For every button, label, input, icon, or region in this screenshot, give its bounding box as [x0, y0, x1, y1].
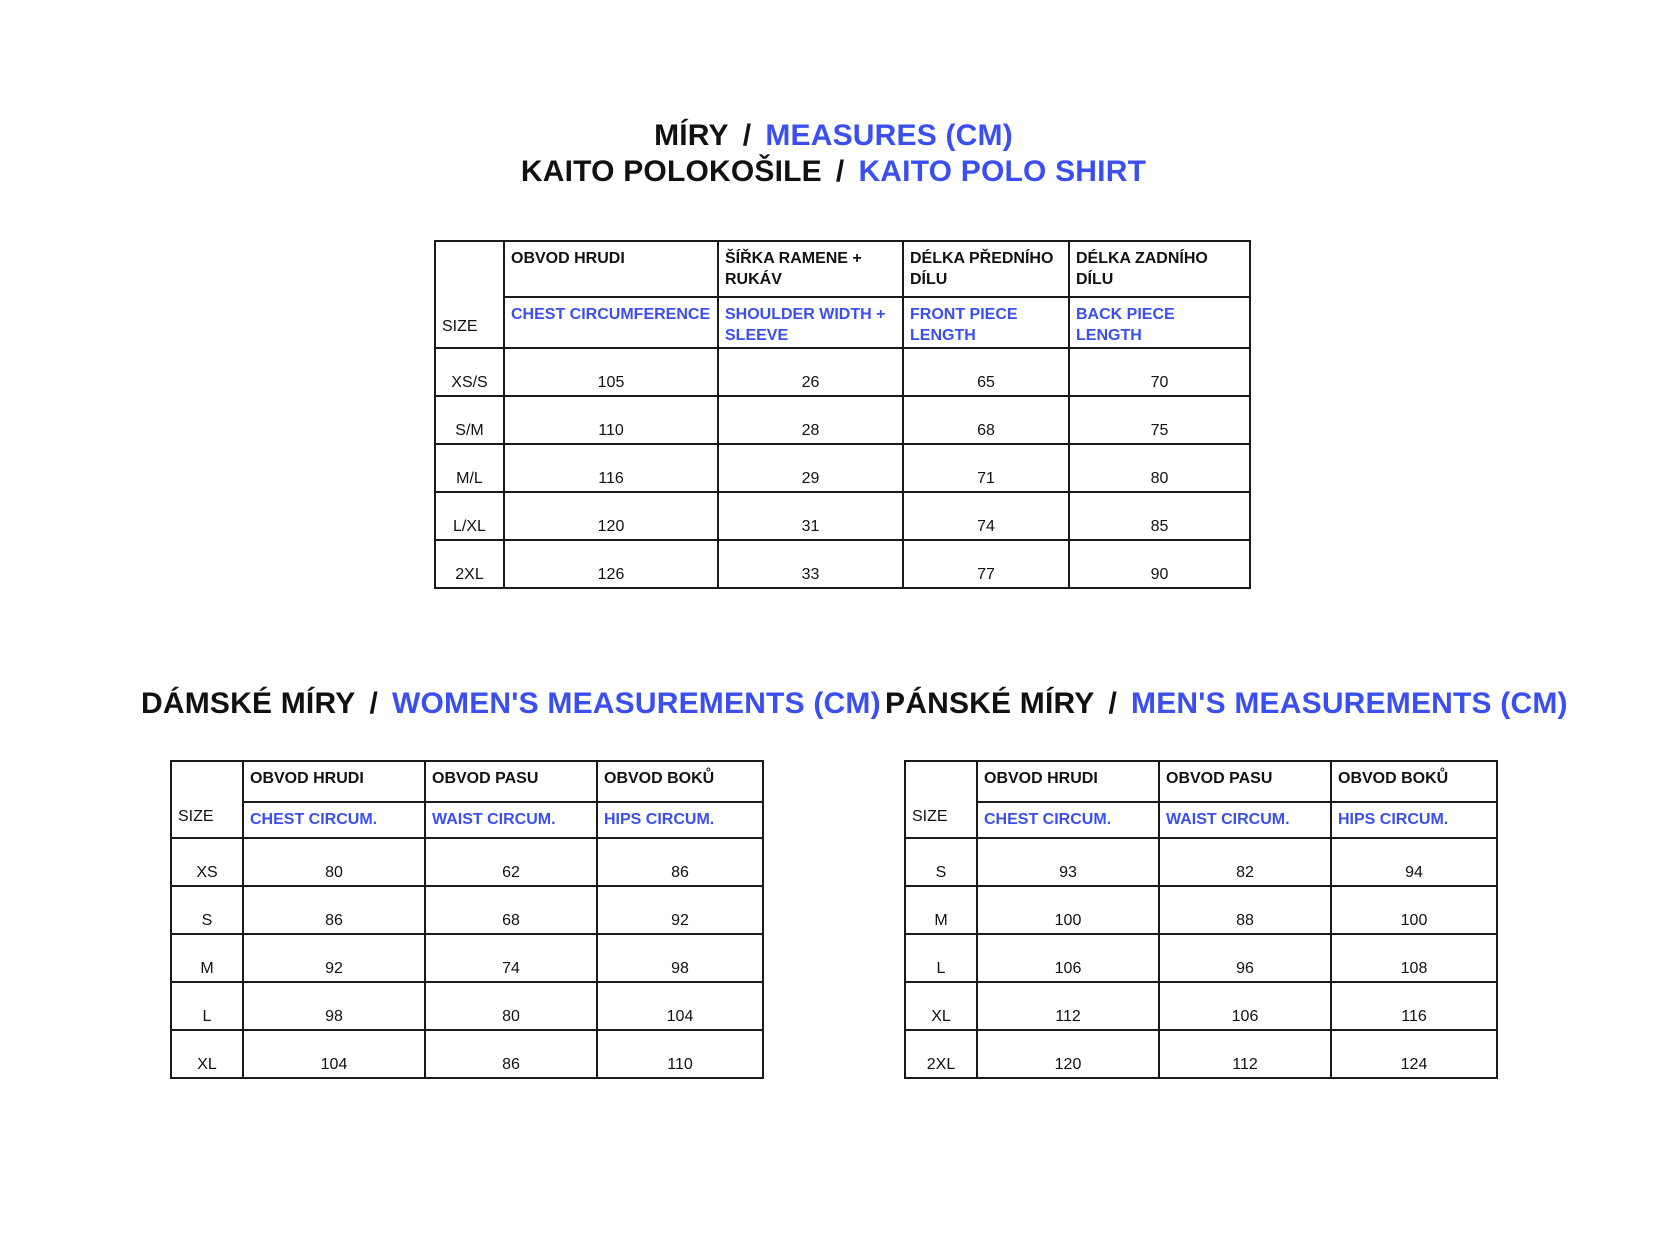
value-cell: 74 — [903, 492, 1069, 540]
value-cell: 116 — [504, 444, 718, 492]
column-header-en: FRONT PIECE LENGTH — [903, 297, 1069, 348]
column-header-cz: OBVOD BOKŮ — [1331, 761, 1497, 802]
page-title — [0, 118, 1667, 190]
value-cell: 105 — [504, 348, 718, 396]
table-row — [905, 1030, 1497, 1078]
table-row — [435, 540, 1250, 588]
value-cell: 31 — [718, 492, 903, 540]
title-line-product — [0, 154, 1667, 190]
column-header-cz: OBVOD PASU — [1159, 761, 1331, 802]
women-title-en: WOMEN'S MEASUREMENTS (CM) — [391, 687, 881, 720]
value-cell: 28 — [718, 396, 903, 444]
column-header-en: WAIST CIRCUM. — [425, 802, 597, 838]
value-cell: 94 — [1331, 838, 1497, 886]
size-header: SIZE — [435, 241, 504, 348]
size-cell: 2XL — [435, 540, 504, 588]
value-cell: 80 — [1069, 444, 1250, 492]
men-section-title — [885, 686, 1568, 722]
size-cell: M — [171, 934, 243, 982]
value-cell: 90 — [1069, 540, 1250, 588]
value-cell: 120 — [977, 1030, 1159, 1078]
value-cell: 68 — [425, 886, 597, 934]
value-cell: 98 — [243, 982, 425, 1030]
size-cell: M/L — [435, 444, 504, 492]
table-row — [435, 492, 1250, 540]
value-cell: 112 — [977, 982, 1159, 1030]
header-row-en — [171, 802, 763, 838]
value-cell: 100 — [977, 886, 1159, 934]
table-row — [905, 934, 1497, 982]
size-cell: L — [905, 934, 977, 982]
value-cell: 86 — [425, 1030, 597, 1078]
value-cell: 116 — [1331, 982, 1497, 1030]
value-cell: 85 — [1069, 492, 1250, 540]
value-cell: 86 — [243, 886, 425, 934]
column-header-en: WAIST CIRCUM. — [1159, 802, 1331, 838]
size-cell: XS/S — [435, 348, 504, 396]
value-cell: 104 — [243, 1030, 425, 1078]
value-cell: 65 — [903, 348, 1069, 396]
size-header: SIZE — [171, 761, 243, 838]
size-cell: M — [905, 886, 977, 934]
size-cell: XL — [905, 982, 977, 1030]
value-cell: 92 — [243, 934, 425, 982]
column-header-cz: OBVOD BOKŮ — [597, 761, 763, 802]
value-cell: 92 — [597, 886, 763, 934]
column-header-en: CHEST CIRCUM. — [977, 802, 1159, 838]
title-separator: / — [742, 119, 752, 152]
value-cell: 93 — [977, 838, 1159, 886]
column-header-cz: DÉLKA PŘEDNÍHO DÍLU — [903, 241, 1069, 297]
value-cell: 82 — [1159, 838, 1331, 886]
value-cell: 70 — [1069, 348, 1250, 396]
women-title-cz: DÁMSKÉ MÍRY — [141, 687, 356, 720]
table-row — [171, 934, 763, 982]
header-row-cz — [435, 241, 1250, 297]
value-cell: 126 — [504, 540, 718, 588]
table-row — [171, 838, 763, 886]
women-size-table — [170, 760, 764, 1079]
value-cell: 88 — [1159, 886, 1331, 934]
column-header-en: CHEST CIRCUMFERENCE — [504, 297, 718, 348]
value-cell: 74 — [425, 934, 597, 982]
title-separator: / — [1108, 687, 1117, 720]
title-separator: / — [369, 687, 378, 720]
value-cell: 110 — [597, 1030, 763, 1078]
header-row-cz — [171, 761, 763, 802]
polo-size-table — [434, 240, 1251, 589]
column-header-en: SHOULDER WIDTH + SLEEVE — [718, 297, 903, 348]
value-cell: 26 — [718, 348, 903, 396]
size-cell: XS — [171, 838, 243, 886]
size-cell: 2XL — [905, 1030, 977, 1078]
value-cell: 106 — [977, 934, 1159, 982]
value-cell: 108 — [1331, 934, 1497, 982]
title-separator: / — [835, 155, 845, 188]
column-header-en: HIPS CIRCUM. — [597, 802, 763, 838]
table-row — [435, 348, 1250, 396]
header-row-en — [905, 802, 1497, 838]
value-cell: 68 — [903, 396, 1069, 444]
table-row — [905, 886, 1497, 934]
column-header-cz: OBVOD PASU — [425, 761, 597, 802]
value-cell: 106 — [1159, 982, 1331, 1030]
title-measures-en: MEASURES (CM) — [765, 119, 1013, 152]
title-measures-cz: MÍRY — [654, 119, 729, 152]
size-cell: XL — [171, 1030, 243, 1078]
size-cell: S — [171, 886, 243, 934]
table-row — [435, 444, 1250, 492]
title-product-cz: KAITO POLOKOŠILE — [520, 155, 822, 188]
size-header: SIZE — [905, 761, 977, 838]
column-header-cz: OBVOD HRUDI — [504, 241, 718, 297]
column-header-cz: DÉLKA ZADNÍHO DÍLU — [1069, 241, 1250, 297]
value-cell: 110 — [504, 396, 718, 444]
value-cell: 112 — [1159, 1030, 1331, 1078]
value-cell: 100 — [1331, 886, 1497, 934]
value-cell: 120 — [504, 492, 718, 540]
value-cell: 124 — [1331, 1030, 1497, 1078]
table-row — [171, 1030, 763, 1078]
size-cell: L — [171, 982, 243, 1030]
title-product-en: KAITO POLO SHIRT — [858, 155, 1147, 188]
size-cell: S — [905, 838, 977, 886]
title-line-measures — [0, 118, 1667, 154]
value-cell: 96 — [1159, 934, 1331, 982]
column-header-en: HIPS CIRCUM. — [1331, 802, 1497, 838]
table-row — [905, 838, 1497, 886]
men-title-cz: PÁNSKÉ MÍRY — [885, 687, 1095, 720]
women-section-title — [141, 686, 881, 722]
men-title-en: MEN'S MEASUREMENTS (CM) — [1131, 687, 1568, 720]
value-cell: 62 — [425, 838, 597, 886]
table-row — [171, 886, 763, 934]
size-cell: L/XL — [435, 492, 504, 540]
column-header-en: CHEST CIRCUM. — [243, 802, 425, 838]
value-cell: 104 — [597, 982, 763, 1030]
table-row — [905, 982, 1497, 1030]
value-cell: 80 — [425, 982, 597, 1030]
header-row-en — [435, 297, 1250, 348]
value-cell: 75 — [1069, 396, 1250, 444]
men-size-table — [904, 760, 1498, 1079]
column-header-cz: OBVOD HRUDI — [977, 761, 1159, 802]
size-cell: S/M — [435, 396, 504, 444]
column-header-cz: ŠÍŘKA RAMENE + RUKÁV — [718, 241, 903, 297]
header-row-cz — [905, 761, 1497, 802]
value-cell: 33 — [718, 540, 903, 588]
value-cell: 98 — [597, 934, 763, 982]
column-header-en: BACK PIECE LENGTH — [1069, 297, 1250, 348]
value-cell: 29 — [718, 444, 903, 492]
value-cell: 86 — [597, 838, 763, 886]
column-header-cz: OBVOD HRUDI — [243, 761, 425, 802]
value-cell: 71 — [903, 444, 1069, 492]
value-cell: 77 — [903, 540, 1069, 588]
table-row — [435, 396, 1250, 444]
table-row — [171, 982, 763, 1030]
value-cell: 80 — [243, 838, 425, 886]
